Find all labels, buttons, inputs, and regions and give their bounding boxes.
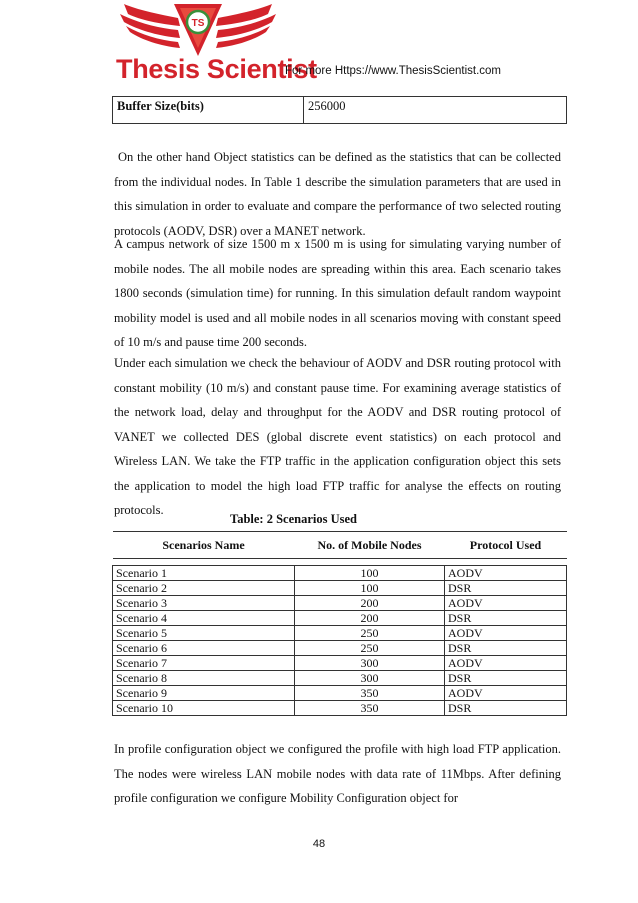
buffer-size-label: Buffer Size(bits) xyxy=(113,97,304,124)
scenario-name: Scenario 6 xyxy=(113,641,295,656)
column-header-mobile-nodes: No. of Mobile Nodes xyxy=(295,532,445,559)
buffer-size-table xyxy=(112,96,567,124)
thesis-scientist-logo-emblem-icon xyxy=(118,0,278,58)
mobile-nodes: 100 xyxy=(295,566,445,581)
protocol: AODV xyxy=(445,626,567,641)
scenario-name: Scenario 2 xyxy=(113,581,295,596)
mobile-nodes: 300 xyxy=(295,656,445,671)
table-row xyxy=(113,701,567,716)
protocol: AODV xyxy=(445,566,567,581)
scenario-name: Scenario 9 xyxy=(113,686,295,701)
column-header-protocol: Protocol Used xyxy=(445,532,567,559)
protocol: DSR xyxy=(445,581,567,596)
protocol: AODV xyxy=(445,686,567,701)
table-row xyxy=(113,581,567,596)
page-header xyxy=(0,0,638,90)
paragraph-profile-configuration: In profile configuration object we configured the profile with high load FTP application. The nodes were wireless LAN mobile nodes with data rate of 11Mbps. After defining profile configuration we configure Mobility Configuration object for xyxy=(114,742,561,805)
mobile-nodes: 300 xyxy=(295,671,445,686)
paragraph-campus-network: A campus network of size 1500 m x 1500 m is using for simulating varying number of mobile nodes. The all mobile nodes are spreading within this area. Each scenario takes 1800 seconds (simulation time) for running. In this simulation default random waypoint mobility model is used and all mobile nodes in all scenarios moving with constant speed of 10 m/s and pause time 200 seconds. xyxy=(114,237,561,349)
scenarios-table xyxy=(112,531,567,716)
table-row xyxy=(113,641,567,656)
header-url-text: For more Https://www.ThesisScientist.com xyxy=(285,65,501,77)
table-row xyxy=(113,626,567,641)
table-row xyxy=(113,566,567,581)
protocol: DSR xyxy=(445,701,567,716)
table-row xyxy=(113,611,567,626)
table-row xyxy=(113,97,567,124)
mobile-nodes: 200 xyxy=(295,611,445,626)
mobile-nodes: 100 xyxy=(295,581,445,596)
logo-letters: TS xyxy=(191,18,205,29)
column-header-scenarios-name: Scenarios Name xyxy=(113,532,295,559)
scenario-name: Scenario 7 xyxy=(113,656,295,671)
brand-name: Thesis Scientist xyxy=(116,54,317,84)
mobile-nodes: 250 xyxy=(295,641,445,656)
table-row xyxy=(113,596,567,611)
protocol: DSR xyxy=(445,671,567,686)
mobile-nodes: 350 xyxy=(295,686,445,701)
scenario-name: Scenario 8 xyxy=(113,671,295,686)
buffer-size-value: 256000 xyxy=(304,97,567,124)
scenario-name: Scenario 10 xyxy=(113,701,295,716)
protocol: AODV xyxy=(445,656,567,671)
scenario-name: Scenario 4 xyxy=(113,611,295,626)
table-row xyxy=(113,671,567,686)
protocol: AODV xyxy=(445,596,567,611)
paragraph-object-statistics: On the other hand Object statistics can be defined as the statistics that can be collected from the individual nodes. In Table 1 describe the simulation parameters that are used in this simulation in order to evaluate and compare the performance of two selected routing protocols (AODV, DSR) over a MANET network. xyxy=(114,150,561,238)
paragraph-simulation-behaviour: Under each simulation we check the behaviour of AODV and DSR routing protocol with constant mobility (10 m/s) and constant pause time. For examining average statistics of the network load, delay and throughput for the AODV and DSR routing protocol of VANET we collected DES (global discrete event statistics) on each protocol and Wireless LAN. We take the FTP traffic in the application configuration object this sets the application to model the high load FTP traffic for analyse the effects on routing protocols. xyxy=(114,356,561,517)
scenario-name: Scenario 1 xyxy=(113,566,295,581)
mobile-nodes: 350 xyxy=(295,701,445,716)
protocol: DSR xyxy=(445,641,567,656)
table-caption: Table: 2 Scenarios Used xyxy=(230,512,357,526)
table-row xyxy=(113,686,567,701)
scenario-name: Scenario 3 xyxy=(113,596,295,611)
mobile-nodes: 200 xyxy=(295,596,445,611)
table-row xyxy=(113,656,567,671)
mobile-nodes: 250 xyxy=(295,626,445,641)
page-number: 48 xyxy=(312,838,326,850)
scenario-name: Scenario 5 xyxy=(113,626,295,641)
table-header-row xyxy=(113,532,567,559)
protocol: DSR xyxy=(445,611,567,626)
